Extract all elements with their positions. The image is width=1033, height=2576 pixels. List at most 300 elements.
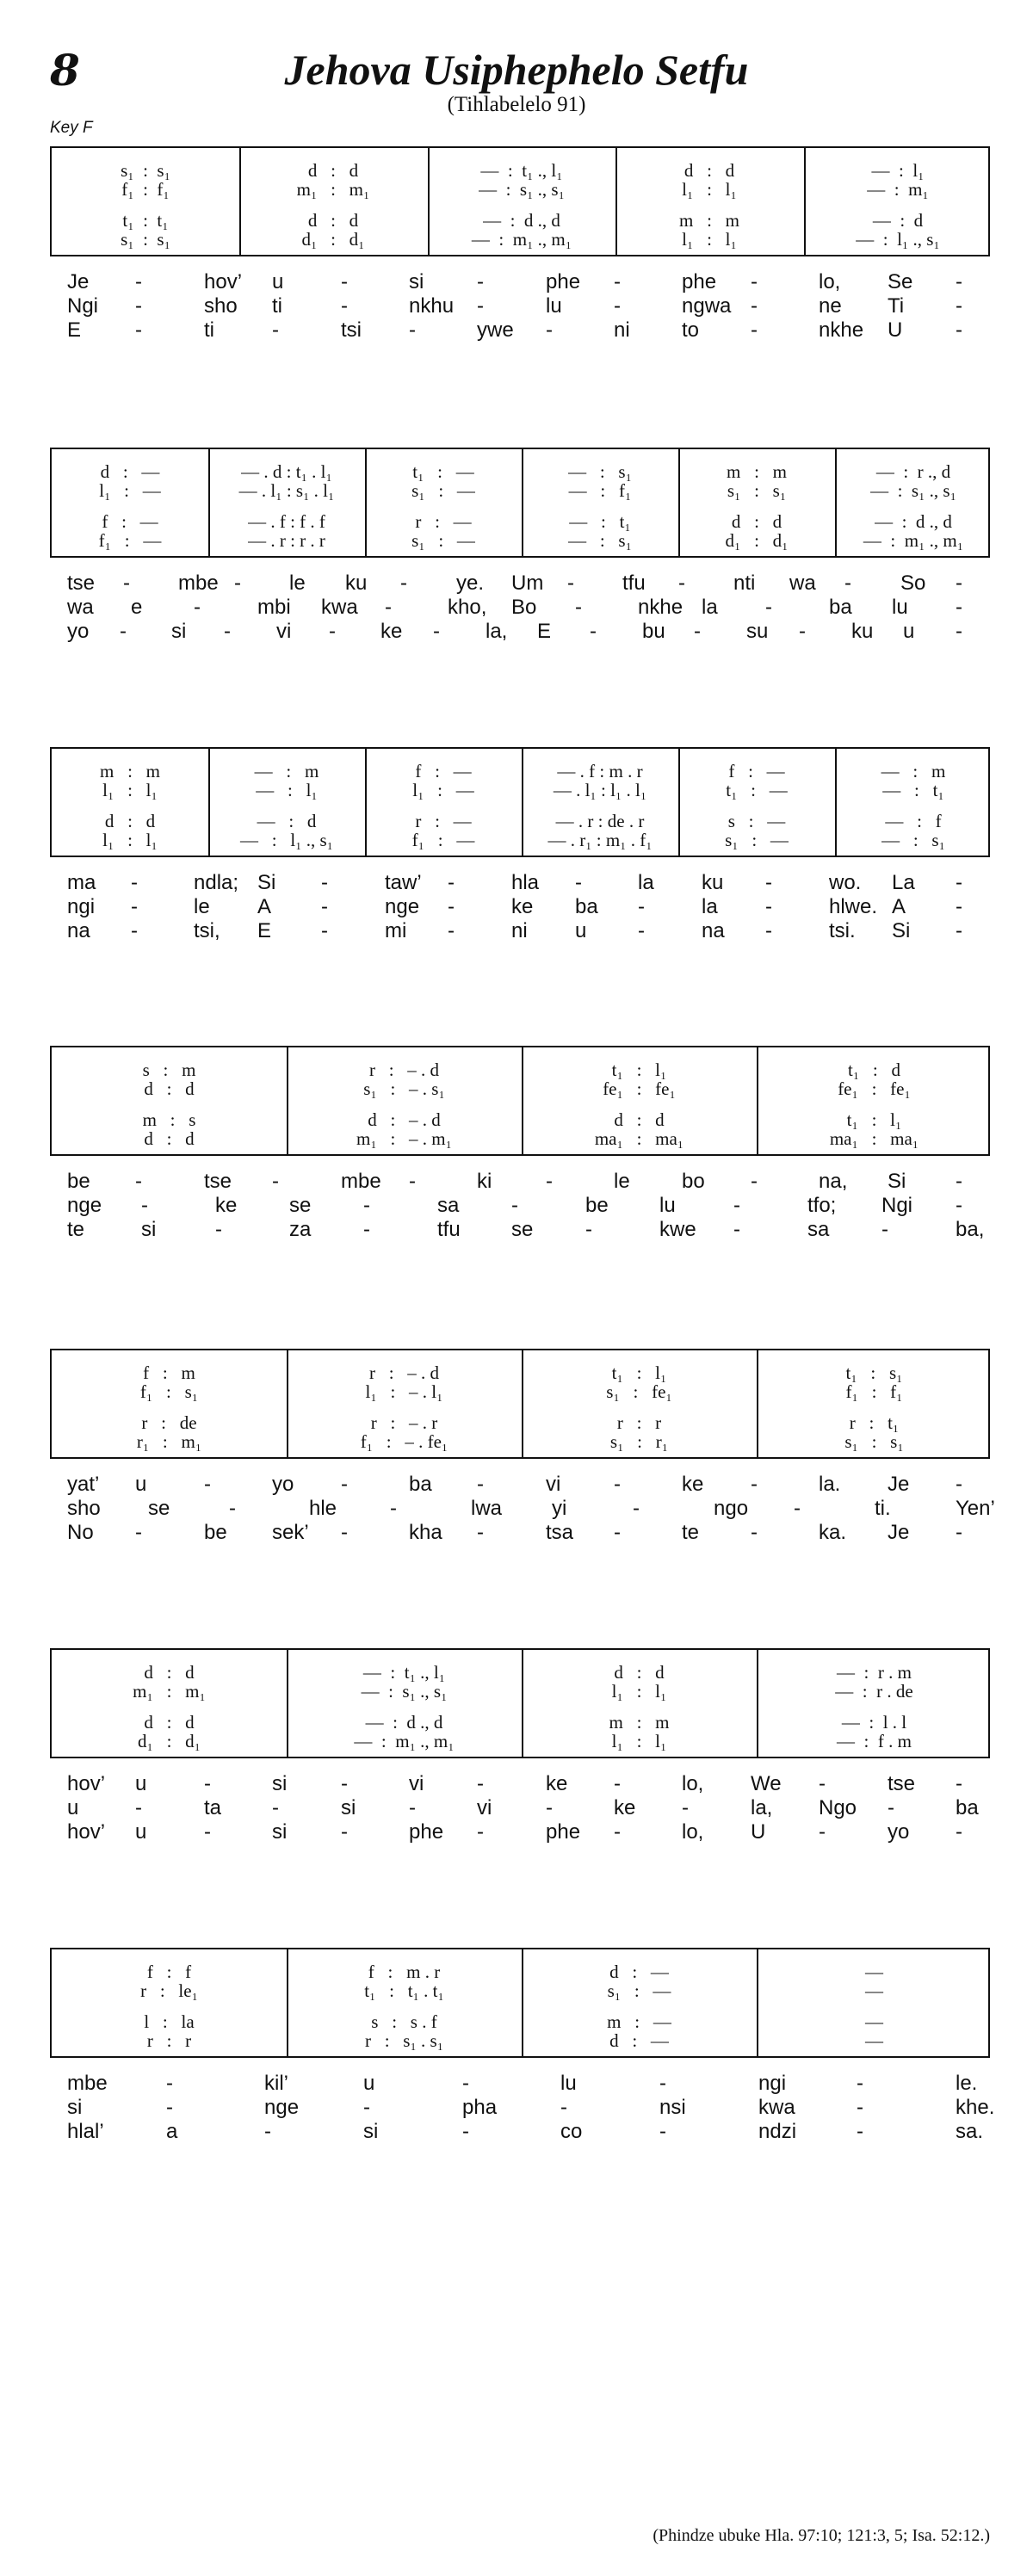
voice-part-row [52,1059,988,1080]
lyric-syllable: - [433,620,440,643]
voice-part-row [52,511,988,532]
solfa-notes: s₁ : – . s₁ [363,1078,445,1099]
lyric-syllable: lu [892,596,908,619]
solfa-notes: — : m [881,761,946,781]
lyric-syllable: la [638,871,654,894]
hymn-number: 8 [50,45,80,96]
lyric-syllable: E [67,318,82,342]
lyric-syllable: ke [546,1772,568,1795]
solfa-notes: fe₁ : fe₁ [603,1078,676,1099]
solfa-notes: — : l₁ [871,160,925,181]
voice-part-row [52,1731,988,1751]
lyric-syllable: yat’ [67,1473,100,1496]
lyric-syllable: - [204,1820,211,1844]
lyric-syllable: Ngi [881,1194,913,1217]
lyric-syllable: Bo [511,596,537,619]
lyric-syllable: - [614,1521,621,1544]
lyric-syllable: tse [67,571,96,595]
lyric-syllable: se [148,1497,170,1520]
lyric-syllable: - [765,596,772,619]
solfa-notes: r : s₁ . s₁ [364,2030,444,2051]
solfa-notes: f₁ : s₁ [139,1381,199,1402]
lyric-syllable: - [390,1497,397,1520]
lyric-syllable: si [67,2096,83,2119]
solfa-notes: l₁ : – . l₁ [365,1381,443,1402]
lyric-syllable: ngwa [682,294,732,318]
solfa-notes: d : d [104,811,156,831]
lyric-syllable: - [409,1170,416,1193]
lyric-syllable: si [272,1820,288,1844]
lyric-line [50,1473,990,1497]
lyric-syllable: u [903,620,915,643]
lyric-syllable: - [135,270,142,293]
voice-part-row [52,1980,988,2001]
solfa-notes: — : f . m [837,1731,912,1751]
lyric-syllable: - [123,571,130,595]
lyric-syllable: - [194,596,201,619]
lyric-syllable: - [477,1772,484,1795]
lyric-syllable: Si [257,871,276,894]
lyric-syllable: - [477,270,484,293]
lyric-syllable: bo [682,1170,705,1193]
solfa-notes: t₁ : l₁ [846,1109,902,1130]
lyric-syllable: - [363,2096,370,2119]
lyric-syllable: ke [215,1194,238,1217]
lyric-syllable: lu [560,2072,577,2095]
solfa-notes: d : d [614,1109,665,1130]
voice-part-row [52,210,988,231]
solfa-notes: d : d [684,160,735,181]
lyric-syllable: - [799,620,806,643]
lyric-syllable: tse [204,1170,232,1193]
solfa-notes: f₁ : — [98,530,162,551]
solfa-notes: — [865,2030,883,2051]
solfa-notes: f₁ : f₁ [845,1381,903,1402]
lyric-syllable: yo [67,620,90,643]
solfa-notes: l₁ : l₁ [611,1681,667,1702]
lyric-syllable: to [682,318,700,342]
lyric-syllable: - [585,1218,592,1241]
solfa-notes: s : — [727,811,786,831]
lyric-syllable: taw’ [385,871,422,894]
lyrics-block [50,2072,995,2144]
solfa-notes: — : f [885,811,942,831]
solfa-notes: t₁ : d [848,1059,900,1080]
solfa-notes: r : — [415,811,472,831]
solfa-notes: r : — [415,511,472,532]
lyric-syllable: ke [614,1796,636,1819]
lyrics-block [50,1772,990,1844]
lyric-syllable: - [956,270,962,293]
lyric-syllable: - [819,1772,826,1795]
lyric-syllable: ba [409,1473,432,1496]
lyric-syllable: - [844,571,851,595]
lyric-syllable: - [678,571,685,595]
lyric-syllable: si [272,1772,288,1795]
lyric-syllable: lo, [682,1820,704,1844]
lyric-syllable: - [341,1772,348,1795]
lyric-syllable: A [257,895,272,918]
lyric-syllable: phe [546,270,581,293]
lyric-syllable: te [682,1521,700,1544]
lyric-syllable: Si [888,1170,906,1193]
solfa-notes: — : s₁ ., s₁ [870,480,956,501]
lyric-syllable: - [956,294,962,318]
solfa-notes: t₁ : s₁ [845,1362,903,1383]
lyric-syllable: za [289,1218,312,1241]
solfa-notes: — [865,1980,883,2001]
solfa-notes: l₁ : l₁ [102,830,158,850]
lyric-syllable: - [409,1796,416,1819]
lyrics-block [50,1473,995,1545]
lyric-syllable: - [794,1497,801,1520]
solfa-notes: s : s . f [371,2011,437,2032]
solfa-notes: s₁ : s₁ [727,480,787,501]
lyric-syllable: lu [546,294,562,318]
lyric-syllable: ba, [956,1218,985,1241]
lyric-syllable: phe [682,270,717,293]
lyric-line [50,571,990,596]
solfa-notes: — : m₁ ., m₁ [471,229,572,250]
lyric-syllable: lu [659,1194,676,1217]
lyric-syllable: - [341,294,348,318]
lyric-syllable: u [575,919,587,942]
music-system [50,1046,990,1156]
solfa-notes: — : m [254,761,319,781]
solfa-notes: — : f₁ [568,480,632,501]
lyric-syllable: - [321,871,328,894]
solfa-notes: r : – . d [368,1059,440,1080]
lyric-syllable: mbe [341,1170,381,1193]
lyric-line [50,871,990,895]
lyric-syllable: - [575,871,582,894]
lyric-syllable: Si [892,919,911,942]
lyric-line [50,2096,995,2120]
solfa-notes: t₁ : l₁ [611,1362,667,1383]
music-system [50,1948,990,2058]
solfa-notes: l₁ : l₁ [682,179,737,200]
lyric-syllable: kho, [448,596,487,619]
solfa-notes: s₁ : s₁ [844,1431,904,1452]
lyric-syllable: ta [204,1796,222,1819]
lyric-syllable: ne [819,294,842,318]
scripture-reference-footer: (Phindze ubuke Hla. 97:10; 121:3, 5; Isa. 52:12.) [653,2526,990,2545]
lyric-syllable: hov’ [67,1820,106,1844]
lyrics-block [50,270,990,343]
key-signature: Key F [50,119,93,137]
lyric-syllable: - [131,895,138,918]
lyric-syllable: - [166,2072,173,2095]
solfa-notes: m : m [726,461,787,482]
lyric-syllable: - [448,871,455,894]
voice-part-row [52,179,988,200]
voice-part-row [52,2011,988,2032]
lyric-line [50,294,990,318]
lyric-syllable: ywe [477,318,514,342]
solfa-notes: — [865,1961,883,1982]
lyric-syllable: - [659,2120,666,2143]
lyric-syllable: si [363,2120,379,2143]
lyric-syllable: - [477,294,484,318]
lyric-syllable: u [135,1820,147,1844]
music-system [50,146,990,256]
solfa-notes: f : m [143,1362,195,1383]
lyric-syllable: sa [437,1194,460,1217]
solfa-notes: — . l₁ : l₁ . l₁ [553,780,647,800]
lyric-syllable: vi [546,1473,561,1496]
music-system [50,1648,990,1758]
lyric-syllable: tsi, [194,919,220,942]
lyric-syllable: - [462,2072,469,2095]
lyric-syllable: - [956,620,962,643]
solfa-notes: — : m₁ [867,179,929,200]
lyric-syllable: nsi [659,2096,686,2119]
lyric-syllable: - [881,1218,888,1241]
lyric-syllable: - [956,318,962,342]
lyric-syllable: Je [888,1521,910,1544]
voice-part-row [52,830,988,850]
solfa-notes: l₁ : l₁ [102,780,158,800]
lyric-line [50,270,990,294]
lyric-syllable: sho [204,294,238,318]
lyric-syllable: le. [956,2072,978,2095]
lyric-syllable: te [67,1218,85,1241]
lyric-syllable: ku [851,620,874,643]
lyric-syllable: la, [486,620,508,643]
solfa-notes: s₁ : — [411,480,475,501]
lyric-syllable: - [888,1796,894,1819]
solfa-notes: f : f [146,1961,192,1982]
solfa-notes: s₁ : — [411,530,475,551]
lyric-syllable: sho [67,1497,101,1520]
solfa-notes: s₁ : r₁ [609,1431,669,1452]
lyric-syllable: - [733,1218,740,1241]
solfa-notes: — . r : r . r [248,530,325,551]
solfa-notes: — : t₁ [569,511,631,532]
lyric-syllable: nkhe [638,596,684,619]
solfa-notes: d : d [307,210,359,231]
solfa-notes: d₁ : d₁ [301,229,365,250]
lyric-syllable: la, [751,1796,773,1819]
solfa-notes: — : s₁ ., s₁ [479,179,565,200]
lyric-syllable: - [956,596,962,619]
lyric-syllable: - [546,318,553,342]
lyric-syllable: vi [409,1772,424,1795]
lyric-syllable: lwa [471,1497,503,1520]
lyric-syllable: - [751,270,758,293]
lyric-syllable: tfo; [807,1194,837,1217]
lyric-syllable: - [633,1497,640,1520]
lyric-line [50,620,990,644]
lyric-syllable: - [765,895,772,918]
lyric-syllable: - [751,1170,758,1193]
lyric-syllable: - [956,1521,962,1544]
lyric-syllable: khe. [956,2096,995,2119]
lyric-syllable: - [567,571,574,595]
solfa-notes: f₁ : — [411,830,475,850]
solfa-notes: r : t₁ [849,1412,900,1433]
voice-part-row [52,480,988,501]
lyric-syllable: - [751,318,758,342]
solfa-notes: — : s₁ ., s₁ [361,1681,448,1702]
lyric-syllable: - [234,571,241,595]
music-system [50,1349,990,1459]
solfa-notes: — : s₁ [568,530,632,551]
lyric-syllable: ki [477,1170,492,1193]
voice-part-row [52,1961,988,1982]
voice-part-row [52,1681,988,1702]
voice-part-row [52,1128,988,1149]
lyric-syllable: Yen’ [956,1497,995,1520]
lyric-syllable: Ngo [819,1796,857,1819]
lyric-line [50,2072,990,2096]
solfa-notes: — . f : f . f [248,511,325,532]
lyric-syllable: tfu [437,1218,461,1241]
lyric-line [50,1194,990,1218]
lyric-syllable: kha [409,1521,442,1544]
lyric-line [50,1820,990,1844]
lyric-syllable: - [590,620,597,643]
lyric-syllable: U [888,318,903,342]
solfa-notes: d : d [144,1078,195,1099]
lyric-syllable: - [575,596,582,619]
lyric-syllable: - [341,1473,348,1496]
lyric-syllable: - [264,2120,271,2143]
lyric-syllable: ngo [714,1497,749,1520]
solfa-notes: m₁ : m₁ [296,179,370,200]
lyric-syllable: hlwe. [829,895,878,918]
lyric-syllable: No [67,1521,94,1544]
solfa-notes: — : l₁ [256,780,318,800]
lyric-syllable: u [67,1796,79,1819]
solfa-notes: m : m [678,210,739,231]
lyric-syllable: - [956,1194,962,1217]
solfa-notes: — : s₁ [568,461,632,482]
solfa-notes: m₁ : – . m₁ [356,1128,452,1149]
lyric-syllable: nge [264,2096,300,2119]
lyric-syllable: - [215,1218,222,1241]
voice-part-row [52,1412,988,1433]
lyric-syllable: - [135,318,142,342]
lyric-syllable: mbe [178,571,219,595]
lyric-syllable: - [694,620,701,643]
solfa-notes: — [865,2011,883,2032]
lyric-line [50,1497,995,1521]
lyric-syllable: ti. [875,1497,891,1520]
solfa-notes: r : – . d [368,1362,440,1383]
lyric-syllable: - [546,1170,553,1193]
lyric-syllable: - [341,270,348,293]
lyric-syllable: - [659,2072,666,2095]
lyric-syllable: sa [807,1218,830,1241]
lyric-syllable: Um [511,571,544,595]
lyric-syllable: bu [642,620,665,643]
lyric-syllable: le [614,1170,630,1193]
lyric-syllable: - [956,1473,962,1496]
lyric-line [50,1796,990,1820]
solfa-notes: ma₁ : ma₁ [829,1128,919,1149]
lyric-syllable: hov’ [204,270,243,293]
lyric-syllable: nge [385,895,420,918]
voice-part-row [52,780,988,800]
lyric-syllable: - [272,1796,279,1819]
solfa-notes: — : d ., d [365,1712,443,1733]
voice-part-row [52,1362,988,1383]
lyric-syllable: vi [477,1796,492,1819]
lyric-line [50,1170,990,1194]
solfa-notes: m : m [609,1712,670,1733]
hymn-subtitle: (Tihlabelelo 91) [447,93,586,116]
lyric-syllable: - [448,919,455,942]
lyric-syllable: Je [67,270,90,293]
lyric-syllable: - [857,2120,863,2143]
lyric-syllable: le [289,571,306,595]
solfa-notes: — : d [872,210,924,231]
voice-part-row [52,1381,988,1402]
solfa-notes: r : le₁ [140,1980,198,2001]
lyric-syllable: be [67,1170,90,1193]
lyric-syllable: - [638,895,645,918]
solfa-notes: t₁ : — [726,780,788,800]
lyric-syllable: La [892,871,915,894]
lyric-syllable: Ngi [67,294,99,318]
solfa-notes: d : d [731,511,782,532]
lyric-syllable: - [321,919,328,942]
lyric-syllable: - [614,1820,621,1844]
lyric-syllable: - [462,2120,469,2143]
lyric-syllable: - [329,620,336,643]
solfa-notes: r : – . r [370,1412,438,1433]
lyric-line [50,1521,990,1545]
lyric-syllable: na [702,919,725,942]
lyric-syllable: - [638,919,645,942]
solfa-notes: t₁ : t₁ [122,210,169,231]
lyric-syllable: - [956,1820,962,1844]
solfa-notes: m : m [99,761,160,781]
lyric-syllable: ba [575,895,598,918]
lyric-syllable: ka. [819,1521,847,1544]
lyric-syllable: - [546,1796,553,1819]
solfa-notes: t₁ : t₁ . t₁ [364,1980,444,2001]
solfa-notes: d : — [609,1961,669,1982]
lyric-syllable: ngi [67,895,96,918]
lyric-syllable: kil’ [264,2072,288,2095]
solfa-notes: d : – . d [368,1109,441,1130]
lyric-syllable: hov’ [67,1772,106,1795]
lyrics-block [50,871,990,943]
lyric-syllable: yo [888,1820,910,1844]
lyric-syllable: - [229,1497,236,1520]
solfa-notes: — : l₁ ., s₁ [856,229,940,250]
lyrics-block [50,1170,990,1242]
lyric-syllable: - [614,294,621,318]
lyric-syllable: - [385,596,392,619]
solfa-notes: t₁ : — [412,461,474,482]
lyric-syllable: ndla; [194,871,239,894]
lyric-syllable: We [751,1772,782,1795]
solfa-notes: r : r [146,2030,192,2051]
voice-part-row [52,1431,988,1452]
lyric-syllable: mbe [67,2072,108,2095]
solfa-notes: m : s [142,1109,196,1130]
lyric-syllable: u [363,2072,375,2095]
hymn-title: Jehova Usiphephelo Setfu [284,46,749,94]
lyric-syllable: na [67,919,90,942]
solfa-notes: d : — [100,461,160,482]
lyric-syllable: ye. [456,571,485,595]
voice-part-row [52,1712,988,1733]
voice-part-row [52,761,988,781]
